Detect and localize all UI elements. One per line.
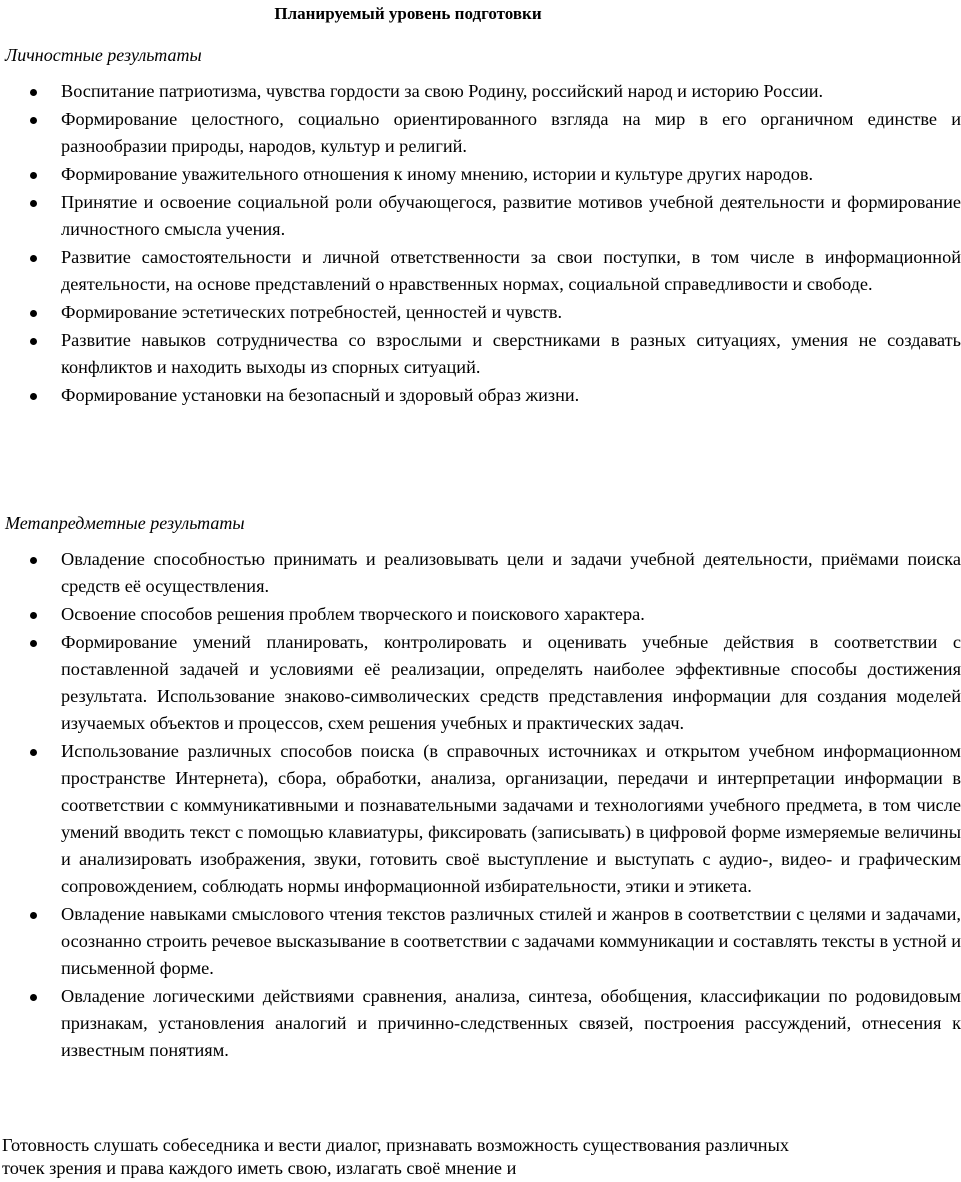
list-item: Формирование эстетических потребностей, ценностей и чувств. xyxy=(0,299,816,326)
list-item: Формирование целостного, социально ориентированного взгляда на мир в его органичном единстве и разнообразии природы, народов, культур и религий. xyxy=(0,106,816,160)
list-item: Формирование уважительного отношения к иному мнению, истории и культуре других народов. xyxy=(0,161,816,188)
page-title: Планируемый уровень подготовки xyxy=(274,4,542,23)
bullet-icon xyxy=(30,255,37,262)
bullet-icon xyxy=(30,557,37,564)
bullet-icon xyxy=(30,200,37,207)
bullet-icon xyxy=(30,912,37,919)
bullet-icon xyxy=(30,994,37,1001)
bullet-icon xyxy=(30,172,37,179)
list-item: Формирование установки на безопасный и здоровый образ жизни. xyxy=(0,382,816,409)
list-item: Использование различных способов поиска (в справочных источниках и открытом учебном информационном пространстве Интернета), сбора, обработки, анализа, организации, передачи и интерпретации информации в соответствии с коммуникативными и познавательными задачами и технологиями учебного предмета, в том числе умений вводить текст с помощью клавиатуры, фиксировать (записывать) в цифровой форме измеряемые величины и анализировать изображения, звуки, готовить своё выступление и выступать с аудио-, видео- и графическим сопровождением, соблюдать нормы информационной избирательности, этики и этикета. xyxy=(0,738,816,900)
list-item: Овладение логическими действиями сравнения, анализа, синтеза, обобщения, классификации по родовидовым признакам, установления аналогий и причинно-следственных связей, построения рассуждений, отнесения к известным понятиям. xyxy=(0,983,816,1064)
list-item: Принятие и освоение социальной роли обучающегося, развитие мотивов учебной деятельности и формирование личностного смысла учения. xyxy=(0,189,816,243)
metasubject-results-list xyxy=(0,546,961,1065)
bullet-icon xyxy=(30,640,37,647)
bullet-icon xyxy=(30,393,37,400)
list-item: Развитие самостоятельности и личной ответственности за свои поступки, в том числе в информационной деятельности, на основе представлений о нравственных нормах, социальной справедливости и свободе. xyxy=(0,244,816,298)
list-item: Формирование умений планировать, контролировать и оценивать учебные действия в соответствии с поставленной задачей и условиями её реализации, определять наиболее эффективные способы достижения результата. Использование знаково-символических средств представления информации для создания моделей изучаемых объектов и процессов, схем решения учебных и практических задач. xyxy=(0,629,816,737)
personal-results-list xyxy=(0,78,961,410)
section-heading-personal: Личностные результаты xyxy=(5,45,202,65)
bullet-icon xyxy=(30,117,37,124)
bullet-icon xyxy=(30,310,37,317)
list-item: Овладение способностью принимать и реализовывать цели и задачи учебной деятельности, приёмами поиска средств её осуществления. xyxy=(0,546,816,600)
bullet-icon xyxy=(30,749,37,756)
closing-paragraph: Готовность слушать собеседника и вести диалог, признавать возможность существования различных точек зрения и права каждого иметь свою, излагать своё мнение и xyxy=(2,1135,790,1178)
list-item: Освоение способов решения проблем творческого и поискового характера. xyxy=(0,601,816,628)
bullet-icon xyxy=(30,612,37,619)
list-item: Воспитание патриотизма, чувства гордости за свою Родину, российский народ и историю России. xyxy=(0,78,816,105)
bullet-icon xyxy=(30,89,37,96)
section-heading-metasubject: Метапредметные результаты xyxy=(5,513,245,533)
list-item: Развитие навыков сотрудничества со взрослыми и сверстниками в разных ситуациях, умения не создавать конфликтов и находить выходы из спорных ситуаций. xyxy=(0,327,816,381)
list-item: Овладение навыками смыслового чтения текстов различных стилей и жанров в соответствии с целями и задачами, осознанно строить речевое высказывание в соответствии с задачами коммуникации и составлять тексты в устной и письменной форме. xyxy=(0,901,816,982)
bullet-icon xyxy=(30,338,37,345)
